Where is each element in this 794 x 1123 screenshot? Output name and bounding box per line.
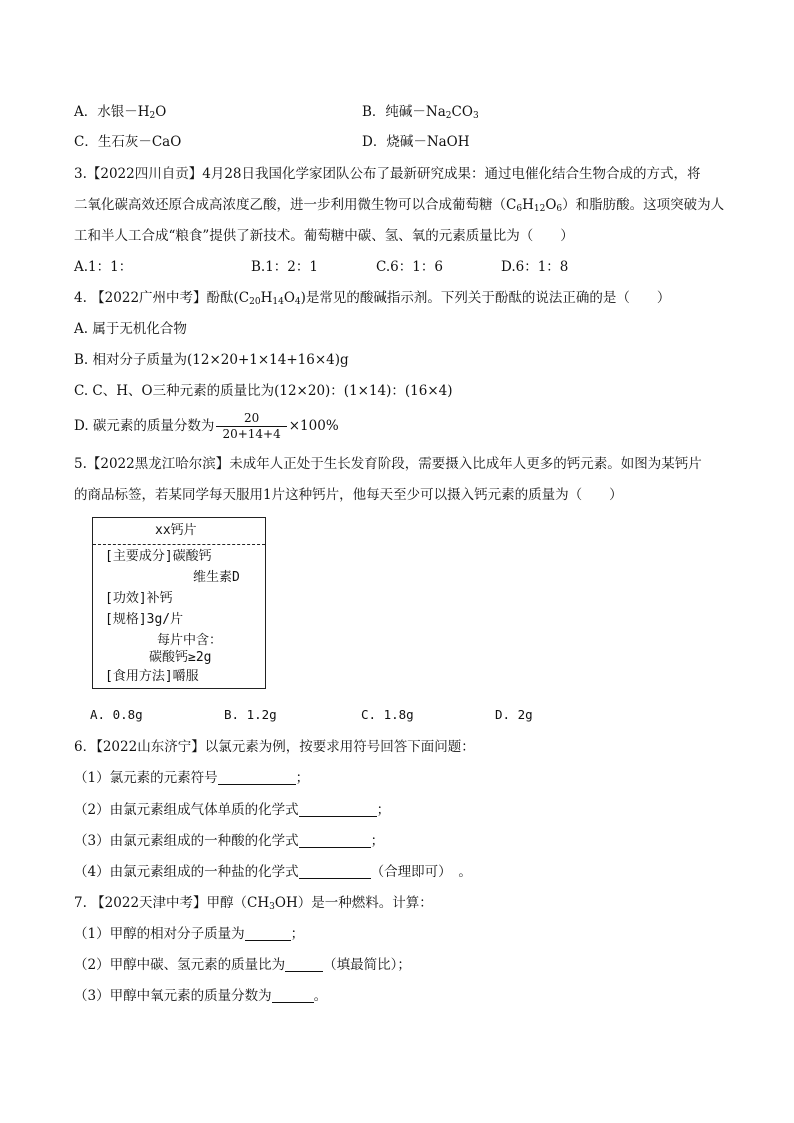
q5-option-d: D. 2g	[495, 707, 533, 722]
q3-options	[74, 257, 568, 277]
q5-option-c: C. 1.8g	[361, 707, 414, 722]
q4-option-b: B. 相对分子质量为(12×20+1×14+16×4)g	[74, 352, 349, 368]
q6-part2: （2）由氯元素组成气体单质的化学式 ；	[74, 802, 391, 818]
q6-answer-blank-3[interactable]	[299, 833, 371, 848]
label-divider	[93, 544, 265, 545]
q6-part4: （4）由氯元素组成的一种盐的化学式 （合理即可） 。	[74, 864, 472, 880]
label-title: xx钙片	[155, 523, 197, 538]
label-per-tablet: 每片中含：	[157, 633, 223, 648]
label-vitamin: 维生素D	[193, 570, 240, 585]
q5-options	[90, 705, 533, 725]
q3-stem-line1: 3.【2022四川自贡】4月28日我国化学家团队公布了最新研究成果：通过电催化结合生物合成的方式，将	[74, 166, 701, 182]
q7-answer-blank-2[interactable]	[285, 957, 323, 972]
q7-answer-blank-3[interactable]	[272, 988, 314, 1003]
q3-stem-line2: 二氧化碳高效还原合成高浓度乙酸，进一步利用微生物可以合成葡萄糖$(C_6H_{12}O_6)$和脂肪酸。这项突破为人	[74, 197, 725, 214]
q6-answer-blank-2[interactable]	[299, 802, 377, 817]
q5-option-a: A. 0.8g	[90, 707, 143, 722]
q3-option-c: C.6：1：6	[376, 259, 443, 275]
q7-answer-blank-1[interactable]	[245, 926, 291, 941]
q3-option-a: A.1：1：	[74, 259, 133, 275]
q6-answer-blank-1[interactable]	[218, 770, 296, 785]
q5-stem-line1: 5.【2022黑龙江哈尔滨】未成年人正处于生长发育阶段，需要摄入比成年人更多的钙元素。如图为某钙片	[74, 456, 702, 472]
q6-part3: （3）由氯元素组成的一种酸的化学式 ；	[74, 833, 385, 849]
q4-option-d: D. 碳元素的质量分数为 $\frac{20}{20+14+4}$ ×100%	[74, 411, 339, 441]
q5-stem-line2: 的商品标签，若某同学每天服用1片这种钙片，他每天至少可以摄入钙元素的质量为（ ）	[74, 487, 623, 503]
q7-part1: （1）甲醇的相对分子质量为 ；	[74, 926, 305, 942]
label-spec: [规格]3g/片	[105, 612, 184, 627]
q4-option-c: C. C、H、O三种元素的质量比为(12×20)：(1×14)：(16×4)	[74, 383, 453, 399]
q5-option-b: B. 1.2g	[224, 707, 277, 722]
q3-option-d: D.6：1：8	[501, 259, 569, 275]
q6-part1: （1）氯元素的元素符号 ；	[74, 770, 310, 786]
q7-part3: （3）甲醇中氧元素的质量分数为 。	[74, 988, 328, 1004]
q2-option-c: C．生石灰－CaO	[74, 134, 182, 150]
q6-answer-blank-4[interactable]	[299, 864, 371, 879]
q4-option-a: A. 属于无机化合物	[74, 321, 187, 337]
q6-stem: 6．【2022山东济宁】以氯元素为例，按要求用符号回答下面问题：	[74, 739, 475, 755]
q4-fraction: $\frac{20}{20+14+4}$	[216, 411, 286, 442]
q2-option-a: A．水银$-H_2O$	[74, 104, 167, 121]
q2-option-b: B．纯碱$-Na_2CO_3$	[362, 104, 479, 121]
calcium-tablet-label	[92, 517, 266, 689]
label-effect: [功效]补钙	[105, 591, 173, 606]
q4-stem: 4. 【2022广州中考】酚酞$(C_{20}H_{14}O_4)$是常见的酸碱指示剂。下列关于酚酞的说法正确的是（ ）	[74, 290, 671, 307]
label-main-ingredients: [主要成分]碳酸钙	[105, 549, 212, 564]
q3-stem-line3: 工和半人工合成“粮食”提供了新技术。葡萄糖中碳、氢、氧的元素质量比为（ ）	[74, 228, 574, 244]
q7-stem: 7. 【2022天津中考】甲醇$(CH_3OH)$是一种燃料。计算：	[74, 895, 433, 912]
q2-option-d: D．烧碱－NaOH	[362, 134, 470, 150]
q3-option-b: B.1：2：1	[251, 259, 318, 275]
label-usage: [食用方法]嚼服	[105, 669, 199, 684]
label-calcium-carbonate: 碳酸钙≥2g	[149, 650, 212, 665]
q7-part2: （2）甲醇中碳、氢元素的质量比为 （填最简比）；	[74, 957, 411, 973]
